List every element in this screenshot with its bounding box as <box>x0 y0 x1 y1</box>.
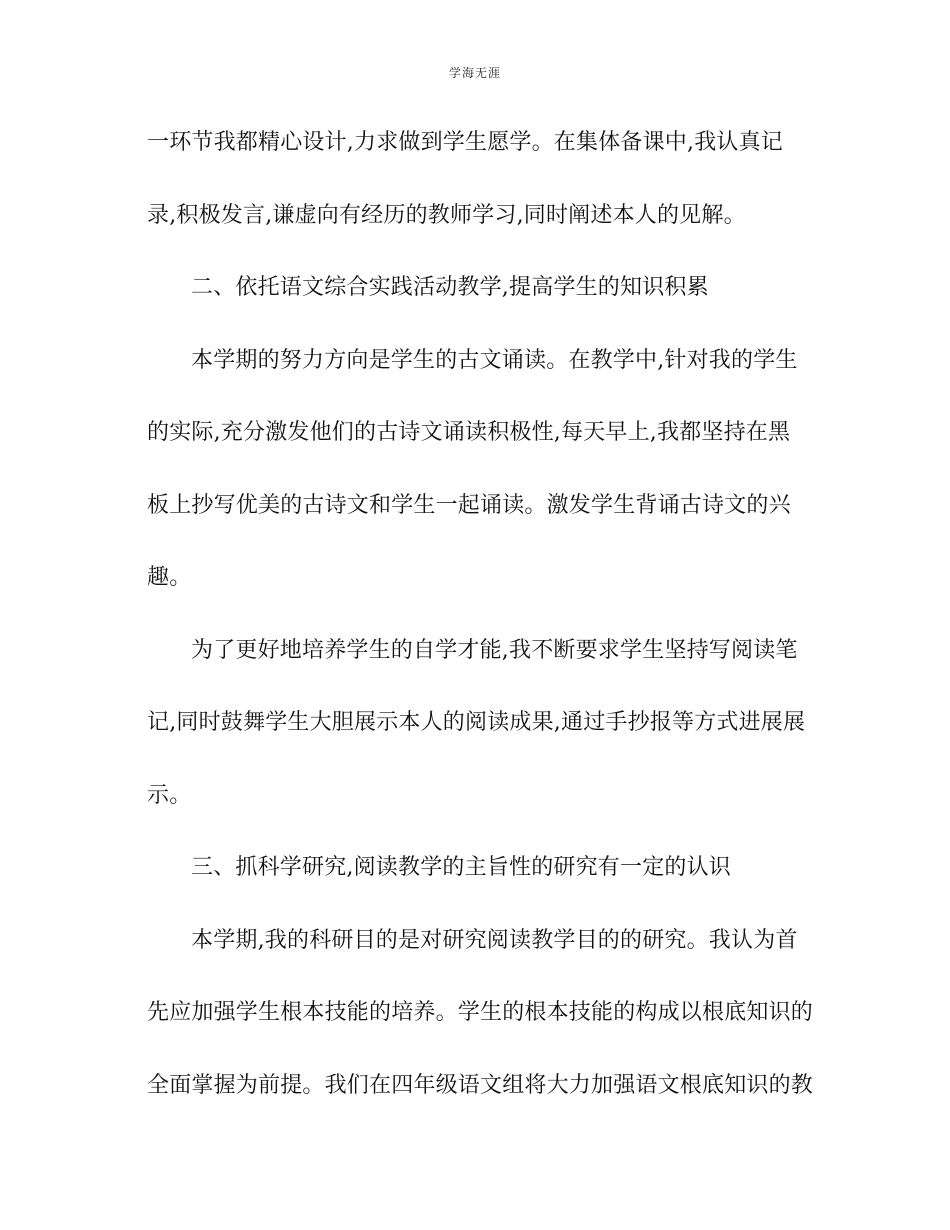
body-line: 示。 <box>147 783 192 808</box>
section-heading: 三、抓科学研究,阅读教学的主旨性的研究有一定的认识 <box>191 855 731 880</box>
body-line: 记,同时鼓舞学生大胆展示本人的阅读成果,通过手抄报等方式进展展 <box>147 710 806 735</box>
body-line: 录,积极发言,谦虚向有经历的教师学习,同时阐述本人的见解。 <box>147 203 746 228</box>
body-line: 全面掌握为前提。我们在四年级语文组将大力加强语文根底知识的教 <box>147 1073 814 1098</box>
body-line: 的实际,充分激发他们的古诗文诵读积极性,每天早上,我都坚持在黑 <box>147 420 791 445</box>
section-heading: 二、依托语文综合实践活动教学,提高学生的知识积累 <box>191 275 709 300</box>
body-line: 本学期,我的科研目的是对研究阅读教学目的的研究。我认为首 <box>191 928 798 953</box>
body-line: 一环节我都精心设计,力求做到学生愿学。在集体备课中,我认真记 <box>147 130 783 155</box>
page-header: 学海无涯 <box>448 66 501 80</box>
body-line: 先应加强学生根本技能的培养。学生的根本技能的构成以根底知识的 <box>147 1000 814 1025</box>
body-line: 板上抄写优美的古诗文和学生一起诵读。激发学生背诵古诗文的兴 <box>147 493 791 518</box>
body-line: 趣。 <box>147 565 192 590</box>
body-line: 本学期的努力方向是学生的古文诵读。在教学中,针对我的学生 <box>191 348 798 373</box>
body-line: 为了更好地培养学生的自学才能,我不断要求学生坚持写阅读笔 <box>191 638 798 663</box>
